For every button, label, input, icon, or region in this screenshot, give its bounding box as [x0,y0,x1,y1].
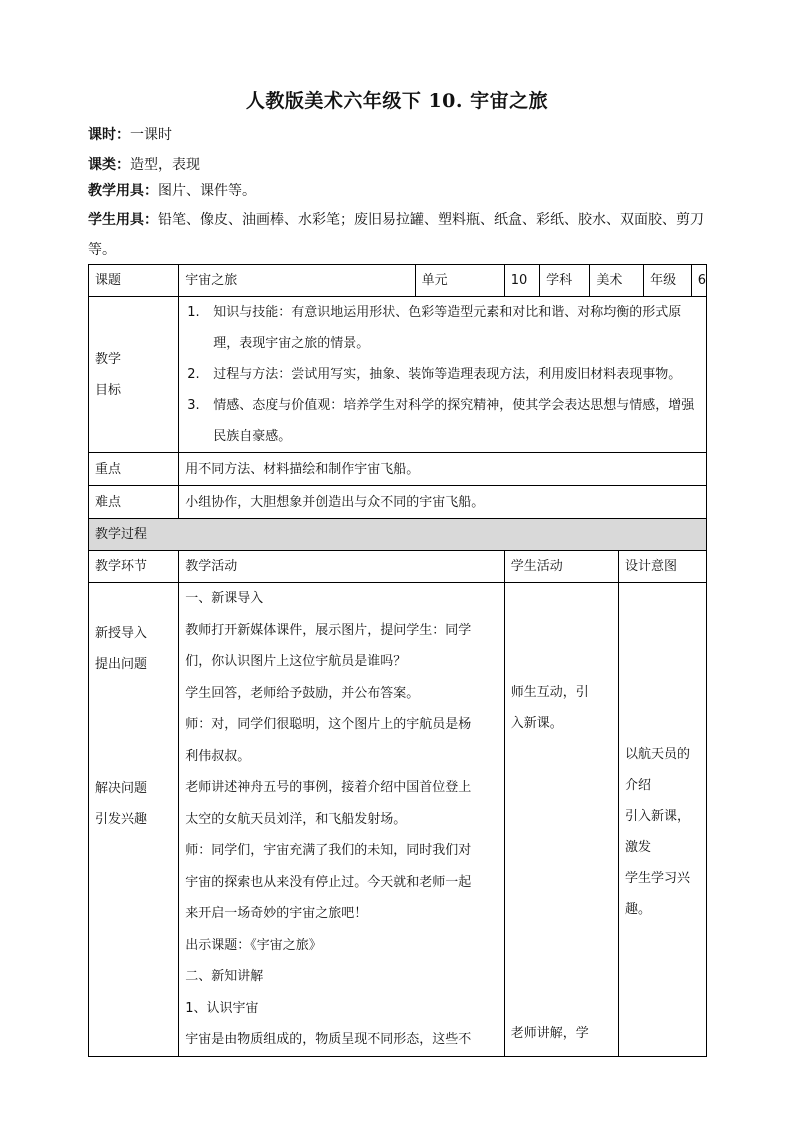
meta-student-tools [88,205,708,265]
column-header-student-activity: 学生活动 [504,551,618,583]
process-header: 教学过程 [89,519,707,551]
difficulty-text: 小组协作，大胆想象并创造出与众不同的宇宙飞船。 [179,486,707,519]
stage-line: 新授导入 [95,626,148,641]
column-header-teacher-activity: 教学活动 [179,551,505,583]
meta-value: 图片、课件等。 [158,183,256,199]
process-header-row [89,519,707,551]
activity-line: 来开启一场奇妙的宇宙之旅吧！ [185,906,368,921]
meta-key: 学生用具： [88,212,158,228]
unit-value: 10 [504,265,539,297]
subject-value: 美术 [590,265,644,297]
objectives-label-line: 目标 [95,382,122,398]
difficulty-label: 难点 [89,486,179,519]
activity-line: 1、认识宇宙 [185,1000,259,1016]
key-point-label: 重点 [89,453,179,486]
lesson-plan-table [88,264,707,1057]
activity-line: 学生回答，老师给予鼓励，并公布答案。 [185,685,420,701]
objectives-label [89,297,179,453]
info-row [89,265,707,297]
activity-line: 太空的女航天员刘洋，和飞船发射场。 [185,811,407,827]
grade-cell [644,265,707,297]
activity-line: 利伟叔叔。 [185,748,251,764]
stage-column [89,583,179,1057]
activity-line: 们，你认识图片上这位宇航员是谁吗？ [185,654,407,669]
objectives-content [179,297,707,453]
activity-line: 宇宙是由物质组成的，物质呈现不同形态，这些不 [185,1032,472,1047]
column-header-design-intent: 设计意图 [618,551,706,583]
difficulty-row [89,486,707,519]
intent-line: 学生学习兴趣。 [624,871,690,917]
activity-line: 师：同学们，宇宙充满了我们的未知，同时我们对 [185,843,472,858]
process-columns-row [89,551,707,583]
activity-line: 出示课题：《宇宙之旅》 [185,937,322,953]
objective-text: 过程与方法：尝试用写实，抽象、装饰等造理表现方法，利用废旧材料表现事物。 [213,367,682,382]
student-activity-column [504,583,618,1057]
student-activity-line: 师生互动，引 [510,685,589,700]
activity-line: 宇宙的探索也从来没有停止过。今天就和老师一起 [185,874,472,890]
meta-value: 铅笔、像皮、油画棒、水彩笔；废旧易拉罐、塑料瓶、纸盒、彩纸、胶水、双面胶、剪刀等。 [88,212,704,258]
meta-teaching-tools [88,178,708,204]
topic-value: 宇宙之旅 [179,265,415,297]
objective-item [185,390,696,452]
objective-text: 知识与技能：有意识地运用形状、色彩等造型元素和对比和谐、对称均衡的形式原理，表现宇宙之旅的情景。 [213,305,682,351]
unit-label: 单元 [415,265,504,297]
key-point-row [89,453,707,486]
subject-label: 学科 [540,265,590,297]
activity-line: 教师打开新媒体课件，展示图片，提问学生：同学 [185,622,472,638]
student-activity-line: 入新课。 [510,716,563,731]
grade-label: 年级 [644,265,692,296]
meta-value: 造型，表现 [130,157,200,173]
activity-line: 二、新知讲解 [185,969,264,984]
teacher-activity-column [179,583,505,1057]
intent-line: 引入新课，激发 [624,809,690,855]
stage-line: 解决问题 [95,781,148,796]
objective-number: 1. [187,305,200,320]
meta-class-type [88,152,708,178]
objective-number: 3. [187,398,200,413]
objectives-row [89,297,707,453]
objective-item [185,297,696,359]
meta-class-hours [88,122,708,148]
meta-key: 课时： [88,127,130,143]
grade-value: 6 [697,273,706,288]
objectives-list [185,297,696,452]
activity-line: 一、新课导入 [185,591,264,606]
meta-key: 课类： [88,157,130,173]
activity-line: 老师讲述神舟五号的事例，接着介绍中国首位登上 [185,780,472,795]
design-intent-column [618,583,706,1057]
stage-line: 提出问题 [95,657,148,672]
meta-value: 一课时 [130,127,172,143]
stage-line: 引发兴趣 [95,812,148,827]
objective-text: 情感、态度与价值观：培养学生对科学的探究精神，使其学会表达思想与情感，增强民族自豪感。 [213,398,695,444]
document-title: 人教版美术六年级下 10. 宇宙之旅 [245,90,549,112]
key-point-text: 用不同方法、材料描绘和制作宇宙飞船。 [179,453,707,486]
activity-line: 师：对，同学们很聪明，这个图片上的宇航员是杨 [185,717,472,732]
objectives-label-line: 教学 [95,351,122,367]
process-content-row [89,583,707,1057]
topic-label: 课题 [89,265,179,297]
intent-line: 以航天员的介绍 [624,747,690,793]
objective-item [185,359,696,390]
meta-key: 教学用具： [88,183,158,199]
objective-number: 2. [187,367,200,382]
column-header-stage: 教学环节 [89,551,179,583]
student-activity-line: 老师讲解，学 [510,1026,589,1041]
